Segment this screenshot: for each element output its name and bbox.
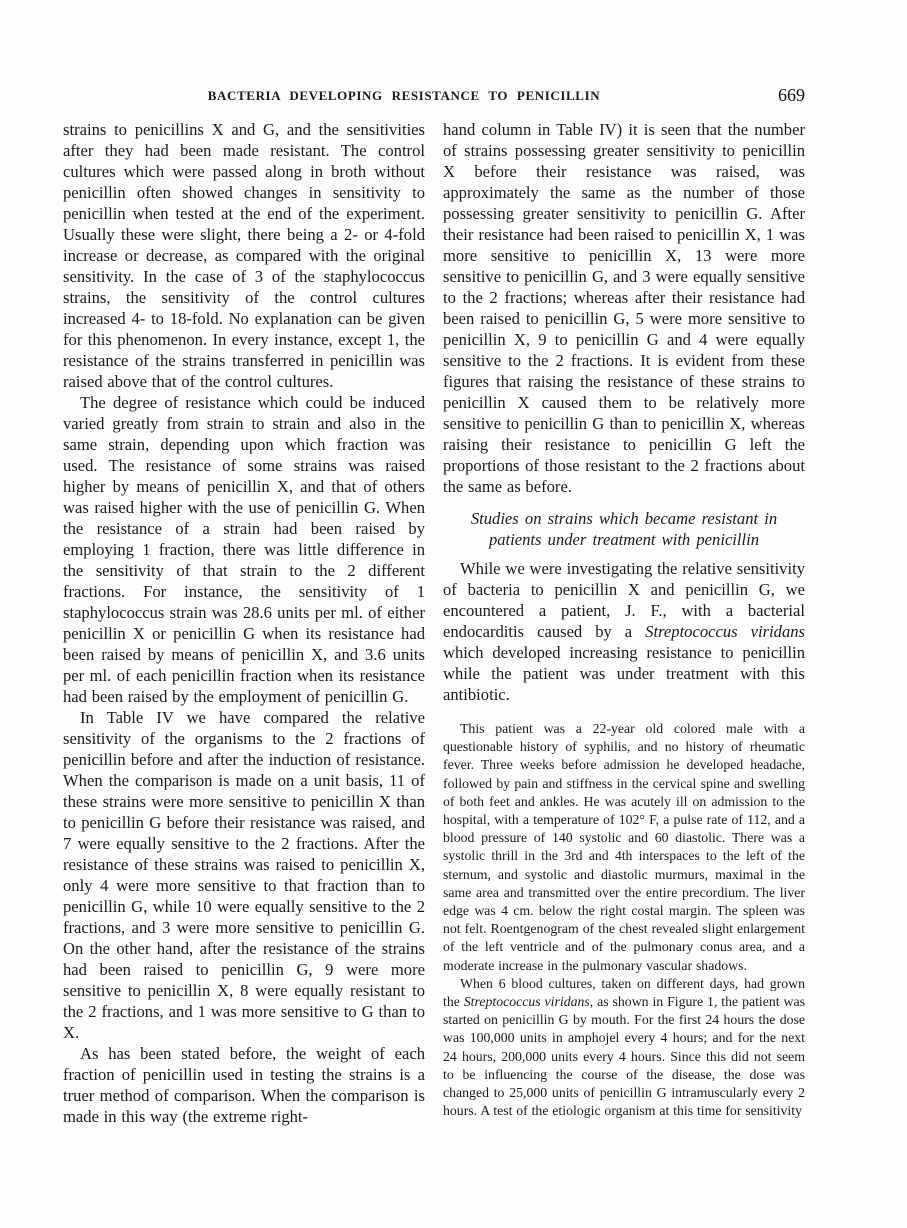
paragraph (443, 720, 805, 975)
text-run: strains to penicillins X and G, and the sensitivities after they had been made resistant. The control cultures which were passed along in broth without penicillin often showed changes in sensitivity to penicillin when tested at the end of the experiment. Usually these were slight, there being a 2- or 4-fold increase or decrease, as compared with the original sensitivity. In the case of 3 of the staphylococcus strains, the sensitivity of the control cultures increased 4- to 18-fold. No explanation can be given for this phenomenon. In every instance, except 1, the resistance of the strains transferred in penicillin was raised above that of the control cultures. (63, 120, 425, 391)
text-run: As has been stated before, the weight of each fraction of penicillin used in testing the strains is a truer method of comparison. When the comparison is made in this way (the extreme right- (63, 1044, 425, 1126)
text-run: The degree of resistance which could be induced varied greatly from strain to strain and also in the same strain, depending upon which fraction was used. The resistance of some strains was raised higher by means of penicillin X, and that of others was raised higher with the use of penicillin G. When the resistance of a strain had been raised by employing 1 fraction, there was little difference in the sensitivity of that strain to the 2 different fractions. For instance, the sensitivity of 1 staphylococcus strain was 28.6 units per ml. of either penicillin X or penicillin G when its resistance had been raised by means of penicillin X, and 3.6 units per ml. of each penicillin fraction when its resistance had been raised by the employment of penicillin G. (63, 393, 425, 706)
left-column (63, 119, 425, 1127)
italic-text-run: Streptococcus viridans (645, 622, 805, 641)
italic-text-run: Studies on strains which became resistant in patients under treatment with penicillin (470, 509, 778, 549)
two-column-text (63, 119, 805, 1127)
paragraph (63, 1043, 425, 1127)
text-run: In Table IV we have compared the relative sensitivity of the organisms to the 2 fractions of penicillin before and after the induction of resistance. When the comparison is made on a unit basis, 11 of these strains were more sensitive to penicillin X than to penicillin G before their resistance was raised, and 7 were equally sensitive to the 2 fractions. After the resistance of these strains was raised to penicillin X, only 4 were more sensitive to that fraction than to penicillin G, while 10 were equally sensitive to the 2 fractions, and 3 were more sensitive to penicillin G. On the other hand, after the resistance of the strains had been raised to penicillin G, 9 were more sensitive to penicillin X, 8 were equally resistant to the 2 fractions, and 1 was more sensitive to G than to X. (63, 708, 425, 1042)
paragraph (443, 558, 805, 705)
text-run: , as shown in Figure 1, the patient was started on penicillin G by mouth. For the first 24 hours the dose was 100,000 units in amphojel every 4 hours; and for the next 24 hours, 200,000 units every 4 hours. Since this did not seem to be influencing the course of the disease, the dose was changed to 25,000 units of penicillin G intramuscularly every 2 hours. A test of the etiologic organism at this time for sensitivity (443, 994, 805, 1119)
right-column (443, 119, 805, 1127)
paragraph (443, 975, 805, 1121)
text-run: which developed increasing resistance to penicillin while the patient was under treatment with this antibiotic. (443, 643, 805, 704)
text-run: hand column in Table IV) it is seen that the number of strains possessing greater sensitivity to penicillin X before their resistance was raised, was approximately the same as the number of those possessing greater sensitivity to penicillin G. After their resistance had been raised to penicillin X, 1 was more sensitive to penicillin X, 13 were more sensitive to penicillin G, and 3 were equally sensitive to the 2 fractions; whereas after their resistance had been raised to penicillin G, 5 were more sensitive to penicillin X, 9 to penicillin G and 4 were equally sensitive to the 2 fractions. It is evident from these figures that raising the resistance of these strains to penicillin X caused them to be relatively more sensitive to penicillin G than to penicillin X, whereas raising their resistance to penicillin G left the proportions of those resistant to the 2 fractions about the same as before. (443, 120, 805, 496)
text-run: While we were investigating the relative sensitivity of bacteria to penicillin X and penicillin G, we encountered a patient, J. F., with a bacterial endocarditis caused by a (443, 559, 805, 641)
text-run: This patient was a 22-year old colored male with a questionable history of syphilis, and no history of rheumatic fever. Three weeks before admission he developed headache, followed by pain and stiffness in the cervical spine and swelling of both feet and ankles. He was acutely ill on admission to the hospital, with a temperature of 102° F, a pulse rate of 112, and a blood pressure of 140 systolic and 60 diastolic. There was a systolic thrill in the 3rd and 4th interspaces to the left of the sternum, and systolic and diastolic murmurs, maximal in the same area and transmitted over the entire precordium. The liver edge was 4 cm. below the right costal margin. The spleen was not felt. Roentgenogram of the chest revealed slight enlargement of the left ventricle and of the pulmonary conus area, and a moderate increase in the pulmonary vascular shadows. (443, 721, 805, 973)
italic-text-run: Streptococcus viridans (463, 994, 590, 1010)
running-title: BACTERIA DEVELOPING RESISTANCE TO PENICILLIN (207, 88, 601, 103)
running-header (63, 85, 805, 108)
paragraph (63, 707, 425, 1043)
paragraph (443, 119, 805, 497)
text-run: When 6 blood cultures, taken on different days, had grown the (443, 975, 805, 1010)
paragraph (63, 119, 425, 392)
page-number: 669 (778, 85, 805, 105)
section-heading (457, 508, 791, 550)
paragraph (63, 392, 425, 707)
